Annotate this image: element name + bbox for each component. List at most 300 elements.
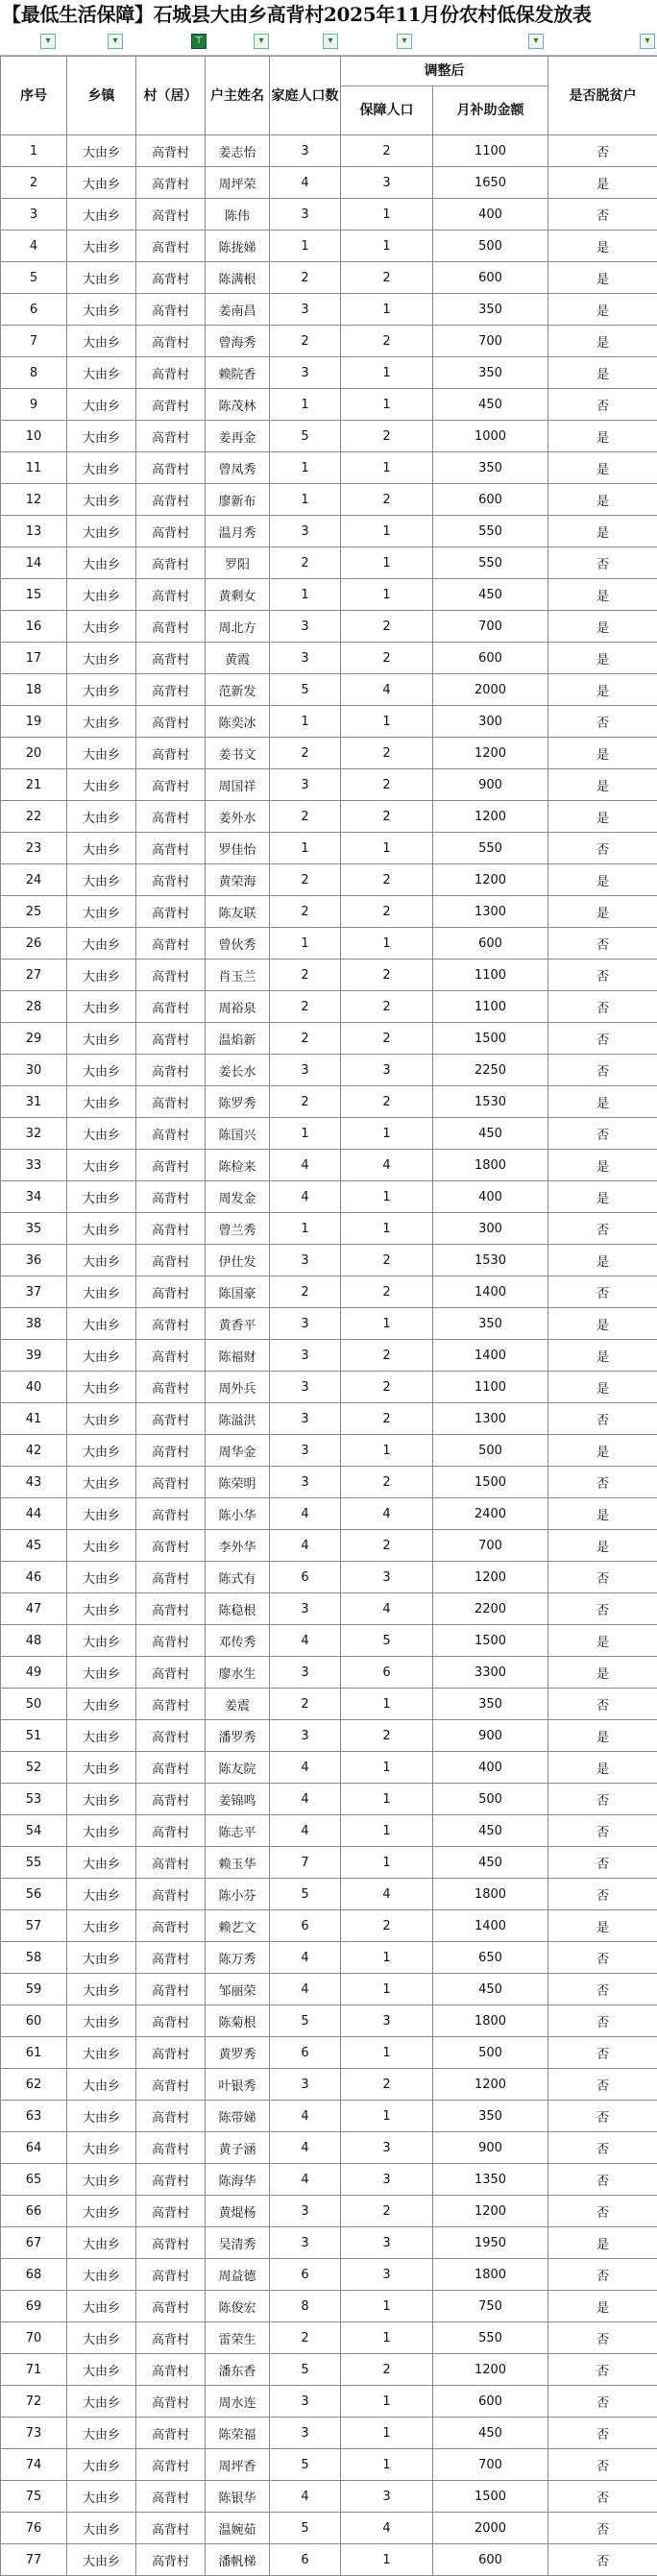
table-row <box>1 2069 657 2101</box>
town-cell: 大由乡 <box>67 452 136 484</box>
amount-cell: 500 <box>433 1784 548 1815</box>
name-cell: 陈小芬 <box>206 1879 270 1910</box>
poverty-cell: 否 <box>548 2513 657 2544</box>
amount-cell: 1800 <box>433 2259 548 2291</box>
amount-cell: 350 <box>433 1308 548 1340</box>
amount-cell: 300 <box>433 1213 548 1245</box>
table-row <box>1 1974 657 2005</box>
filter-dropdown-icon[interactable]: ▾ <box>40 34 56 49</box>
table-row <box>1 2101 657 2132</box>
town-cell: 大由乡 <box>67 1403 136 1435</box>
table-row <box>1 1372 657 1403</box>
household-cell: 4 <box>270 1784 341 1815</box>
seq-cell: 74 <box>1 2449 67 2481</box>
table-row <box>1 1657 657 1689</box>
seq-cell: 32 <box>1 1118 67 1150</box>
household-cell: 3 <box>270 199 341 231</box>
household-cell: 3 <box>270 1403 341 1435</box>
seq-cell: 33 <box>1 1150 67 1181</box>
amount-cell: 1300 <box>433 1403 548 1435</box>
seq-cell: 27 <box>1 960 67 991</box>
table-row <box>1 1181 657 1213</box>
poverty-cell: 否 <box>548 2418 657 2449</box>
name-cell: 周坪香 <box>206 2449 270 2481</box>
seq-cell: 54 <box>1 1815 67 1847</box>
seq-cell: 19 <box>1 706 67 738</box>
covered-cell: 2 <box>341 1372 433 1403</box>
name-cell: 黄香平 <box>206 1308 270 1340</box>
table-row <box>1 960 657 991</box>
town-cell: 大由乡 <box>67 579 136 611</box>
table-row <box>1 1942 657 1974</box>
table-row <box>1 1055 657 1086</box>
poverty-cell: 是 <box>548 452 657 484</box>
covered-cell: 2 <box>341 991 433 1023</box>
town-cell: 大由乡 <box>67 1847 136 1879</box>
name-cell: 陈福财 <box>206 1340 270 1372</box>
poverty-cell: 是 <box>548 1530 657 1562</box>
poverty-cell: 否 <box>548 2449 657 2481</box>
name-cell: 邓传秀 <box>206 1625 270 1657</box>
village-cell: 高背村 <box>136 1023 206 1055</box>
seq-cell: 23 <box>1 833 67 864</box>
village-cell: 高背村 <box>136 1213 206 1245</box>
covered-cell: 1 <box>341 706 433 738</box>
town-cell: 大由乡 <box>67 357 136 389</box>
town-cell: 大由乡 <box>67 1593 136 1625</box>
village-cell: 高背村 <box>136 1784 206 1815</box>
amount-cell: 500 <box>433 231 548 262</box>
table-row <box>1 833 657 864</box>
village-cell: 高背村 <box>136 2132 206 2164</box>
village-cell: 高背村 <box>136 1118 206 1150</box>
table-row <box>1 262 657 294</box>
seq-cell: 59 <box>1 1974 67 2005</box>
household-cell: 1 <box>270 833 341 864</box>
name-cell: 陈荣福 <box>206 2418 270 2449</box>
village-cell: 高背村 <box>136 643 206 674</box>
covered-cell: 2 <box>341 1023 433 1055</box>
seq-cell: 52 <box>1 1752 67 1784</box>
household-cell: 5 <box>270 2005 341 2037</box>
covered-cell: 3 <box>341 2481 433 2513</box>
poverty-cell: 是 <box>548 231 657 262</box>
poverty-cell: 是 <box>548 864 657 896</box>
household-cell: 3 <box>270 1372 341 1403</box>
household-cell: 3 <box>270 611 341 643</box>
amount-cell: 600 <box>433 928 548 960</box>
seq-cell: 17 <box>1 643 67 674</box>
covered-cell: 2 <box>341 135 433 167</box>
table-body <box>1 135 657 2576</box>
table-row <box>1 389 657 421</box>
name-cell: 姜外水 <box>206 801 270 833</box>
covered-cell: 2 <box>341 1530 433 1562</box>
household-cell: 5 <box>270 2449 341 2481</box>
household-cell: 6 <box>270 1562 341 1593</box>
amount-cell: 600 <box>433 2544 548 2576</box>
village-cell: 高背村 <box>136 738 206 769</box>
name-cell: 罗阳 <box>206 547 270 579</box>
amount-cell: 1200 <box>433 864 548 896</box>
village-cell: 高背村 <box>136 1562 206 1593</box>
name-cell: 叶银秀 <box>206 2069 270 2101</box>
name-cell: 陈罗秀 <box>206 1086 270 1118</box>
town-cell: 大由乡 <box>67 2513 136 2544</box>
town-cell: 大由乡 <box>67 801 136 833</box>
household-cell: 8 <box>270 2291 341 2322</box>
table-row <box>1 452 657 484</box>
covered-cell: 1 <box>341 1118 433 1150</box>
town-cell: 大由乡 <box>67 2259 136 2291</box>
table-row <box>1 2005 657 2037</box>
household-cell: 3 <box>270 769 341 801</box>
amount-cell: 550 <box>433 516 548 547</box>
village-cell: 高背村 <box>136 1276 206 1308</box>
poverty-cell: 否 <box>548 1562 657 1593</box>
poverty-cell: 否 <box>548 2069 657 2101</box>
town-cell: 大由乡 <box>67 1910 136 1942</box>
household-cell: 3 <box>270 1720 341 1752</box>
household-cell: 1 <box>270 579 341 611</box>
village-cell: 高背村 <box>136 1435 206 1467</box>
name-cell: 姜锦鸣 <box>206 1784 270 1815</box>
amount-cell: 1400 <box>433 1340 548 1372</box>
village-cell: 高背村 <box>136 2354 206 2386</box>
covered-cell: 1 <box>341 2418 433 2449</box>
seq-cell: 45 <box>1 1530 67 1562</box>
covered-cell: 1 <box>341 1784 433 1815</box>
town-cell: 大由乡 <box>67 2196 136 2227</box>
name-cell: 陈友联 <box>206 896 270 928</box>
name-cell: 姜书文 <box>206 738 270 769</box>
name-cell: 肖玉兰 <box>206 960 270 991</box>
poverty-cell: 否 <box>548 1276 657 1308</box>
poverty-cell: 否 <box>548 2101 657 2132</box>
table-row <box>1 2481 657 2513</box>
town-cell: 大由乡 <box>67 2354 136 2386</box>
poverty-cell: 是 <box>548 2291 657 2322</box>
covered-cell: 2 <box>341 2069 433 2101</box>
name-cell: 陈小华 <box>206 1498 270 1530</box>
village-cell: 高背村 <box>136 2037 206 2069</box>
amount-cell: 550 <box>433 547 548 579</box>
table-row <box>1 484 657 516</box>
poverty-cell: 是 <box>548 1435 657 1467</box>
name-cell: 陈满根 <box>206 262 270 294</box>
covered-cell: 2 <box>341 326 433 357</box>
household-cell: 2 <box>270 991 341 1023</box>
covered-cell: 1 <box>341 231 433 262</box>
town-cell: 大由乡 <box>67 1181 136 1213</box>
village-cell: 高背村 <box>136 2069 206 2101</box>
table-row <box>1 2322 657 2354</box>
household-cell: 2 <box>270 1023 341 1055</box>
name-cell: 温焰新 <box>206 1023 270 1055</box>
seq-cell: 37 <box>1 1276 67 1308</box>
town-cell: 大由乡 <box>67 833 136 864</box>
household-cell: 3 <box>270 2418 341 2449</box>
poverty-cell: 否 <box>548 2164 657 2196</box>
household-cell: 4 <box>270 2481 341 2513</box>
town-cell: 大由乡 <box>67 262 136 294</box>
village-cell: 高背村 <box>136 231 206 262</box>
name-cell: 赖艺文 <box>206 1910 270 1942</box>
poverty-cell: 是 <box>548 484 657 516</box>
town-cell: 大由乡 <box>67 928 136 960</box>
table-row <box>1 769 657 801</box>
header-poverty: 是否脱贫户 <box>548 57 657 135</box>
name-cell: 周坪荣 <box>206 167 270 199</box>
seq-cell: 41 <box>1 1403 67 1435</box>
town-cell: 大由乡 <box>67 1467 136 1498</box>
poverty-cell: 否 <box>548 1689 657 1720</box>
poverty-cell: 是 <box>548 738 657 769</box>
seq-cell: 16 <box>1 611 67 643</box>
table-row <box>1 579 657 611</box>
filter-dropdown-icon[interactable]: ▾ <box>640 34 655 49</box>
covered-cell: 2 <box>341 1720 433 1752</box>
seq-cell: 30 <box>1 1055 67 1086</box>
town-cell: 大由乡 <box>67 960 136 991</box>
amount-cell: 1100 <box>433 135 548 167</box>
table-row <box>1 1023 657 1055</box>
village-cell: 高背村 <box>136 1974 206 2005</box>
seq-cell: 51 <box>1 1720 67 1752</box>
name-cell: 伊仕发 <box>206 1245 270 1276</box>
household-cell: 1 <box>270 484 341 516</box>
name-cell: 温月秀 <box>206 516 270 547</box>
seq-cell: 11 <box>1 452 67 484</box>
table-row <box>1 1308 657 1340</box>
poverty-cell: 否 <box>548 2005 657 2037</box>
name-cell: 李外华 <box>206 1530 270 1562</box>
household-cell: 2 <box>270 1689 341 1720</box>
table-row <box>1 2227 657 2259</box>
town-cell: 大由乡 <box>67 2101 136 2132</box>
amount-cell: 1650 <box>433 167 548 199</box>
amount-cell: 1350 <box>433 2164 548 2196</box>
town-cell: 大由乡 <box>67 516 136 547</box>
covered-cell: 2 <box>341 769 433 801</box>
amount-cell: 1200 <box>433 738 548 769</box>
household-cell: 3 <box>270 2227 341 2259</box>
seq-cell: 28 <box>1 991 67 1023</box>
name-cell: 罗佳怡 <box>206 833 270 864</box>
village-cell: 高背村 <box>136 1910 206 1942</box>
table-row <box>1 1625 657 1657</box>
table-row <box>1 738 657 769</box>
name-cell: 周华金 <box>206 1435 270 1467</box>
name-cell: 潘东香 <box>206 2354 270 2386</box>
covered-cell: 2 <box>341 262 433 294</box>
covered-cell: 2 <box>341 2196 433 2227</box>
table-row <box>1 2386 657 2418</box>
poverty-cell: 是 <box>548 1245 657 1276</box>
amount-cell: 1500 <box>433 2481 548 2513</box>
covered-cell: 2 <box>341 1276 433 1308</box>
name-cell: 陈友院 <box>206 1752 270 1784</box>
town-cell: 大由乡 <box>67 2449 136 2481</box>
table-row <box>1 1403 657 1435</box>
poverty-cell: 是 <box>548 357 657 389</box>
town-cell: 大由乡 <box>67 1245 136 1276</box>
town-cell: 大由乡 <box>67 2132 136 2164</box>
amount-cell: 1800 <box>433 2005 548 2037</box>
household-cell: 3 <box>270 1245 341 1276</box>
filter-dropdown-icon[interactable]: ▾ <box>397 34 412 49</box>
village-cell: 高背村 <box>136 2259 206 2291</box>
town-cell: 大由乡 <box>67 389 136 421</box>
table-row <box>1 1276 657 1308</box>
table-row <box>1 2354 657 2386</box>
seq-cell: 1 <box>1 135 67 167</box>
seq-cell: 73 <box>1 2418 67 2449</box>
covered-cell: 6 <box>341 1657 433 1689</box>
name-cell: 陈海华 <box>206 2164 270 2196</box>
village-cell: 高背村 <box>136 357 206 389</box>
town-cell: 大由乡 <box>67 1372 136 1403</box>
amount-cell: 450 <box>433 579 548 611</box>
household-cell: 1 <box>270 1118 341 1150</box>
village-cell: 高背村 <box>136 547 206 579</box>
covered-cell: 1 <box>341 928 433 960</box>
table-row <box>1 1784 657 1815</box>
village-cell: 高背村 <box>136 294 206 326</box>
covered-cell: 3 <box>341 2005 433 2037</box>
name-cell: 周国祥 <box>206 769 270 801</box>
town-cell: 大由乡 <box>67 1213 136 1245</box>
table-row <box>1 326 657 357</box>
name-cell: 陈带娣 <box>206 2101 270 2132</box>
household-cell: 3 <box>270 2069 341 2101</box>
covered-cell: 3 <box>341 2227 433 2259</box>
name-cell: 黄罗秀 <box>206 2037 270 2069</box>
village-cell: 高背村 <box>136 2449 206 2481</box>
household-cell: 7 <box>270 1847 341 1879</box>
amount-cell: 450 <box>433 1847 548 1879</box>
poverty-cell: 是 <box>548 611 657 643</box>
filter-dropdown-icon[interactable]: ▾ <box>108 34 123 49</box>
poverty-cell: 是 <box>548 1086 657 1118</box>
amount-cell: 500 <box>433 1435 548 1467</box>
header-name: 户主姓名 <box>206 57 270 135</box>
name-cell: 陈拢娣 <box>206 231 270 262</box>
town-cell: 大由乡 <box>67 643 136 674</box>
household-cell: 6 <box>270 2544 341 2576</box>
amount-cell: 750 <box>433 2291 548 2322</box>
seq-cell: 57 <box>1 1910 67 1942</box>
poverty-cell: 是 <box>548 801 657 833</box>
table-row <box>1 2132 657 2164</box>
name-cell: 陈银华 <box>206 2481 270 2513</box>
header-adjusted: 调整后 <box>341 57 548 86</box>
household-cell: 4 <box>270 2101 341 2132</box>
covered-cell: 2 <box>341 1086 433 1118</box>
seq-cell: 20 <box>1 738 67 769</box>
seq-cell: 36 <box>1 1245 67 1276</box>
village-cell: 高背村 <box>136 991 206 1023</box>
name-cell: 周水连 <box>206 2386 270 2418</box>
village-cell: 高背村 <box>136 1593 206 1625</box>
village-cell: 高背村 <box>136 1657 206 1689</box>
household-cell: 2 <box>270 864 341 896</box>
name-cell: 潘帆梯 <box>206 2544 270 2576</box>
village-cell: 高背村 <box>136 1340 206 1372</box>
filter-dropdown-icon[interactable]: ▾ <box>254 34 269 49</box>
covered-cell: 2 <box>341 1467 433 1498</box>
amount-cell: 1200 <box>433 1562 548 1593</box>
name-cell: 周益德 <box>206 2259 270 2291</box>
town-cell: 大由乡 <box>67 1055 136 1086</box>
village-cell: 高背村 <box>136 2291 206 2322</box>
covered-cell: 1 <box>341 1974 433 2005</box>
town-cell: 大由乡 <box>67 1340 136 1372</box>
seq-cell: 13 <box>1 516 67 547</box>
poverty-cell: 是 <box>548 1657 657 1689</box>
seq-cell: 63 <box>1 2101 67 2132</box>
amount-cell: 600 <box>433 484 548 516</box>
amount-cell: 350 <box>433 294 548 326</box>
town-cell: 大由乡 <box>67 2291 136 2322</box>
covered-cell: 4 <box>341 1593 433 1625</box>
village-cell: 高背村 <box>136 864 206 896</box>
village-cell: 高背村 <box>136 167 206 199</box>
amount-cell: 1800 <box>433 1879 548 1910</box>
town-cell: 大由乡 <box>67 1974 136 2005</box>
amount-cell: 350 <box>433 452 548 484</box>
seq-cell: 61 <box>1 2037 67 2069</box>
household-cell: 4 <box>270 1150 341 1181</box>
filter-active-icon[interactable]: ⊤ <box>191 34 207 49</box>
seq-cell: 42 <box>1 1435 67 1467</box>
table-row <box>1 801 657 833</box>
table-row <box>1 1720 657 1752</box>
filter-dropdown-icon[interactable]: ▾ <box>323 34 338 49</box>
poverty-cell: 否 <box>548 2354 657 2386</box>
name-cell: 黄焜杨 <box>206 2196 270 2227</box>
table-row <box>1 1752 657 1784</box>
town-cell: 大由乡 <box>67 484 136 516</box>
name-cell: 吴清秀 <box>206 2227 270 2259</box>
household-cell: 2 <box>270 547 341 579</box>
seq-cell: 49 <box>1 1657 67 1689</box>
header-household: 家庭人口数 <box>270 57 341 135</box>
poverty-cell: 是 <box>548 294 657 326</box>
household-cell: 1 <box>270 231 341 262</box>
village-cell: 高背村 <box>136 484 206 516</box>
table-row <box>1 1562 657 1593</box>
seq-cell: 43 <box>1 1467 67 1498</box>
table-row <box>1 896 657 928</box>
village-cell: 高背村 <box>136 2196 206 2227</box>
table-row <box>1 547 657 579</box>
name-cell: 陈菊根 <box>206 2005 270 2037</box>
table-row <box>1 2037 657 2069</box>
table-row <box>1 1530 657 1562</box>
covered-cell: 2 <box>341 2354 433 2386</box>
poverty-cell: 否 <box>548 2322 657 2354</box>
covered-cell: 1 <box>341 579 433 611</box>
covered-cell: 2 <box>341 1340 433 1372</box>
table-row <box>1 864 657 896</box>
household-cell: 3 <box>270 1467 341 1498</box>
name-cell: 雷荣生 <box>206 2322 270 2354</box>
name-cell: 姜震 <box>206 1689 270 1720</box>
filter-dropdown-icon[interactable]: ▾ <box>528 34 544 49</box>
village-cell: 高背村 <box>136 1055 206 1086</box>
amount-cell: 900 <box>433 1720 548 1752</box>
